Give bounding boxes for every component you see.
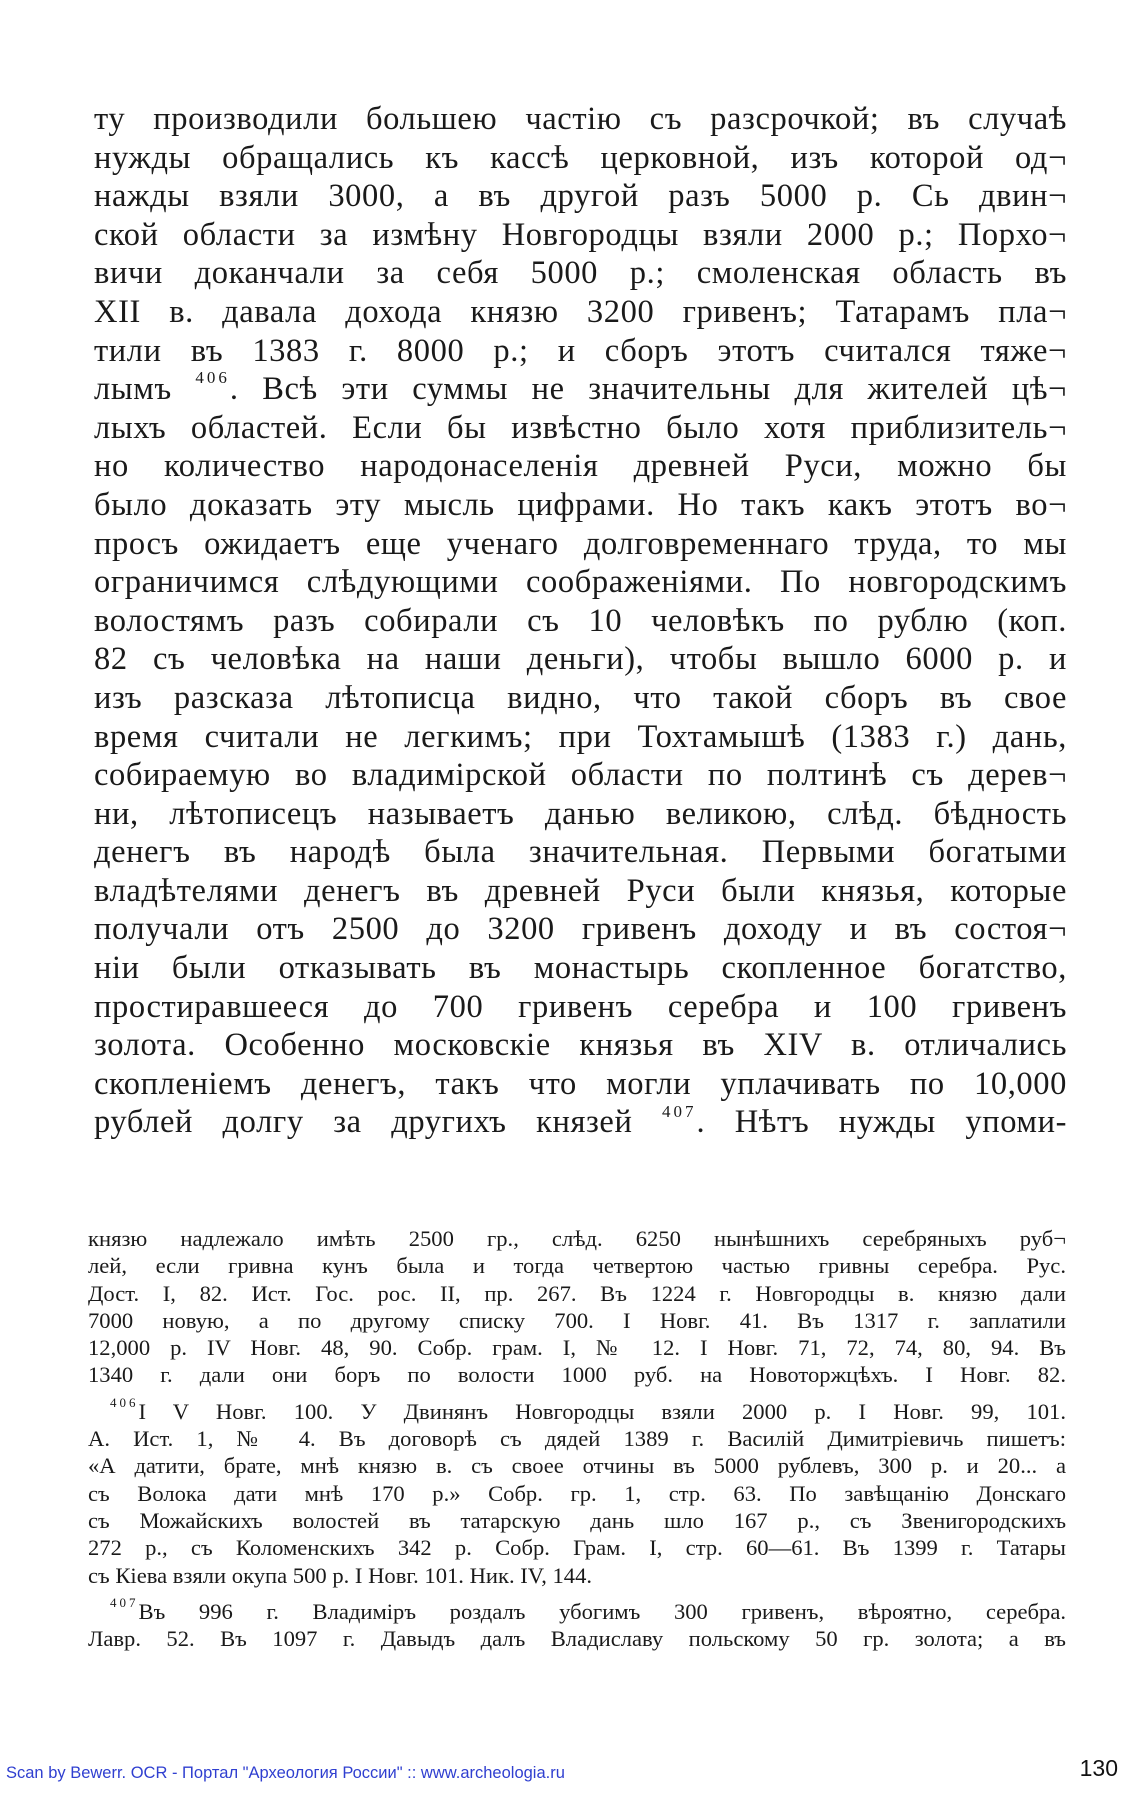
footnote-continued — [88, 1225, 1066, 1389]
main-line-end: . Нѣтъ нужды упоми- — [696, 1104, 1068, 1141]
main-line: ни, лѣтописецъ называетъ данью великою, слѣд. бѣдность — [94, 795, 1067, 832]
main-line: 82 съ человѣка на наши деньги), чтобы вышло 6000 р. и — [94, 641, 1067, 678]
footnote-line: лей, если гривна кунъ была и тогда четвертою частью гривны серебра. Рус. — [88, 1253, 1066, 1279]
footnote-line: Лавр. 52. Въ 1097 г. Давыдъ далъ Владиславу польскому 50 гр. золота; а въ — [88, 1626, 1066, 1652]
scan-credit: Scan by Bewerr. OCR - Портал "Археология России" :: www.archeologia.ru — [6, 1764, 565, 1782]
main-text — [94, 100, 1067, 1142]
main-line-end: . Всѣ эти суммы не значительны для жителей цѣ¬ — [229, 371, 1067, 408]
main-line: ту производили большею частію съ разсрочкой; въ случаѣ — [94, 101, 1067, 137]
main-line: ской области за измѣну Новгородцы взяли 2000 р.; Порхо¬ — [94, 216, 1067, 253]
main-line: лыхъ областей. Если бы извѣстно было хотя приблизитель¬ — [94, 409, 1067, 446]
footnote-line: 1340 г. дали они боръ по волости 1000 руб. на Новоторжцѣхъ. I Новг. 82. — [88, 1362, 1066, 1388]
main-line-with-ref — [94, 1103, 1067, 1142]
main-line: золота. Особенно московскіе князья въ XIV в. отличались — [94, 1027, 1067, 1064]
main-line: получали отъ 2500 до 3200 гривенъ доходу и въ состоя¬ — [94, 911, 1067, 948]
main-line-start: рублей долгу за другихъ князей — [94, 1104, 662, 1141]
main-line: просъ ожидаетъ еще ученаго долговременнаго труда, то мы — [94, 525, 1067, 562]
main-line: ограничимся слѣдующими соображеніями. По новгородскимъ — [94, 564, 1067, 601]
main-line: волостямъ разъ собирали съ 10 человѣкъ по рублю (коп. — [94, 602, 1067, 639]
page-number: 130 — [1079, 1755, 1118, 1781]
main-line: нужды обращались къ кассѣ церковной, изъ которой од¬ — [94, 139, 1067, 176]
footnote-line: съ Можайскихъ волостей въ татарскую дань шло 167 р., съ Звенигородскихъ — [88, 1507, 1066, 1533]
footnotes — [88, 1225, 1066, 1661]
footnote-line — [88, 1395, 1066, 1425]
main-line: вичи доканчали за себя 5000 р.; смоленская область въ — [94, 255, 1067, 292]
footnote-line: 7000 новую, а по другому списку 700. I Новг. 41. Въ 1317 г. заплатили — [88, 1307, 1066, 1333]
footnote-line: князю надлежало имѣть 2500 гр., слѣд. 6250 нынѣшнихъ серебряныхъ руб¬ — [88, 1226, 1066, 1251]
main-line-with-ref — [94, 370, 1067, 409]
main-line: денегъ въ народѣ была значительная. Первыми богатыми — [94, 834, 1067, 871]
main-line: тили въ 1383 г. 8000 р.; и сборъ этотъ считался тяже¬ — [94, 332, 1067, 369]
footnote-line: 272 р., съ Коломенскихъ 342 р. Собр. Грам. I, стр. 60—61. Въ 1399 г. Татары — [88, 1535, 1066, 1561]
main-line: собираемую во владимірской области по полтинѣ съ дерев¬ — [94, 757, 1067, 794]
main-line: но количество народонаселенія древней Руси, можно бы — [94, 448, 1067, 485]
main-line: изъ разсказа лѣтописца видно, что такой сборъ въ свое — [94, 679, 1067, 716]
footnote-text: I V Новг. 100. У Двинянъ Новгородцы взяли 2000 р. I Новг. 99, 101. — [138, 1398, 1066, 1424]
footnote-ref-407[interactable]: 407 — [661, 1101, 697, 1121]
main-line-start: лымъ — [94, 371, 196, 408]
footnote-ref-406[interactable]: 406 — [195, 368, 230, 388]
footnote-number: 406 — [110, 1395, 139, 1411]
footnote-line: А. Ист. 1, № 4. Въ договорѣ съ дядей 1389 г. Василій Димитріевичь пишетъ: — [88, 1426, 1066, 1452]
footnote-line: съ Волока дати мнѣ 170 р.» Собр. гр. 1, стр. 63. По завѣщанію Донскаго — [88, 1480, 1066, 1506]
main-line: нажды взяли 3000, а въ другой разъ 5000 р. Сь двин¬ — [94, 178, 1067, 215]
main-line: владѣтелями денегъ въ древней Руси были князья, которые — [94, 872, 1067, 909]
footnote-line: «А датити, брате, мнѣ князю в. съ своее отчины въ 5000 рублевъ, 300 р. и 20... а — [88, 1453, 1066, 1479]
footnote-line: 12,000 р. IV Новг. 48, 90. Собр. грам. I, № 12. I Новг. 71, 72, 74, 80, 94. Въ — [88, 1335, 1066, 1361]
footnote-line: съ Кіева взяли окупа 500 р. I Новг. 101. Ник. IV, 144. — [88, 1562, 593, 1588]
footnote-line: Дост. I, 82. Ист. Гос. рос. II, пр. 267. Въ 1224 г. Новгородцы в. князю дали — [88, 1280, 1066, 1306]
footnote-406 — [88, 1395, 1066, 1589]
footnote-407 — [88, 1595, 1066, 1653]
main-line: простиравшееся до 700 гривенъ серебра и 100 гривенъ — [94, 988, 1067, 1025]
main-line: было доказать эту мысль цифрами. Но такъ какъ этотъ во¬ — [94, 486, 1067, 523]
main-line: время считали не легкимъ; при Тохтамышѣ (1383 г.) дань, — [94, 718, 1067, 755]
main-line: XII в. давала дохода князю 3200 гривенъ; Татарамъ пла¬ — [94, 293, 1067, 330]
footnote-text: Въ 996 г. Владиміръ роздалъ убогимъ 300 гривенъ, вѣроятно, серебра. — [138, 1598, 1066, 1624]
footnote-line — [88, 1595, 1066, 1625]
main-line: скопленіемъ денегъ, такъ что могли уплачивать по 10,000 — [94, 1065, 1067, 1102]
footnote-number: 407 — [110, 1595, 139, 1611]
main-line: ніи были отказывать въ монастырь скопленное богатство, — [94, 950, 1067, 987]
